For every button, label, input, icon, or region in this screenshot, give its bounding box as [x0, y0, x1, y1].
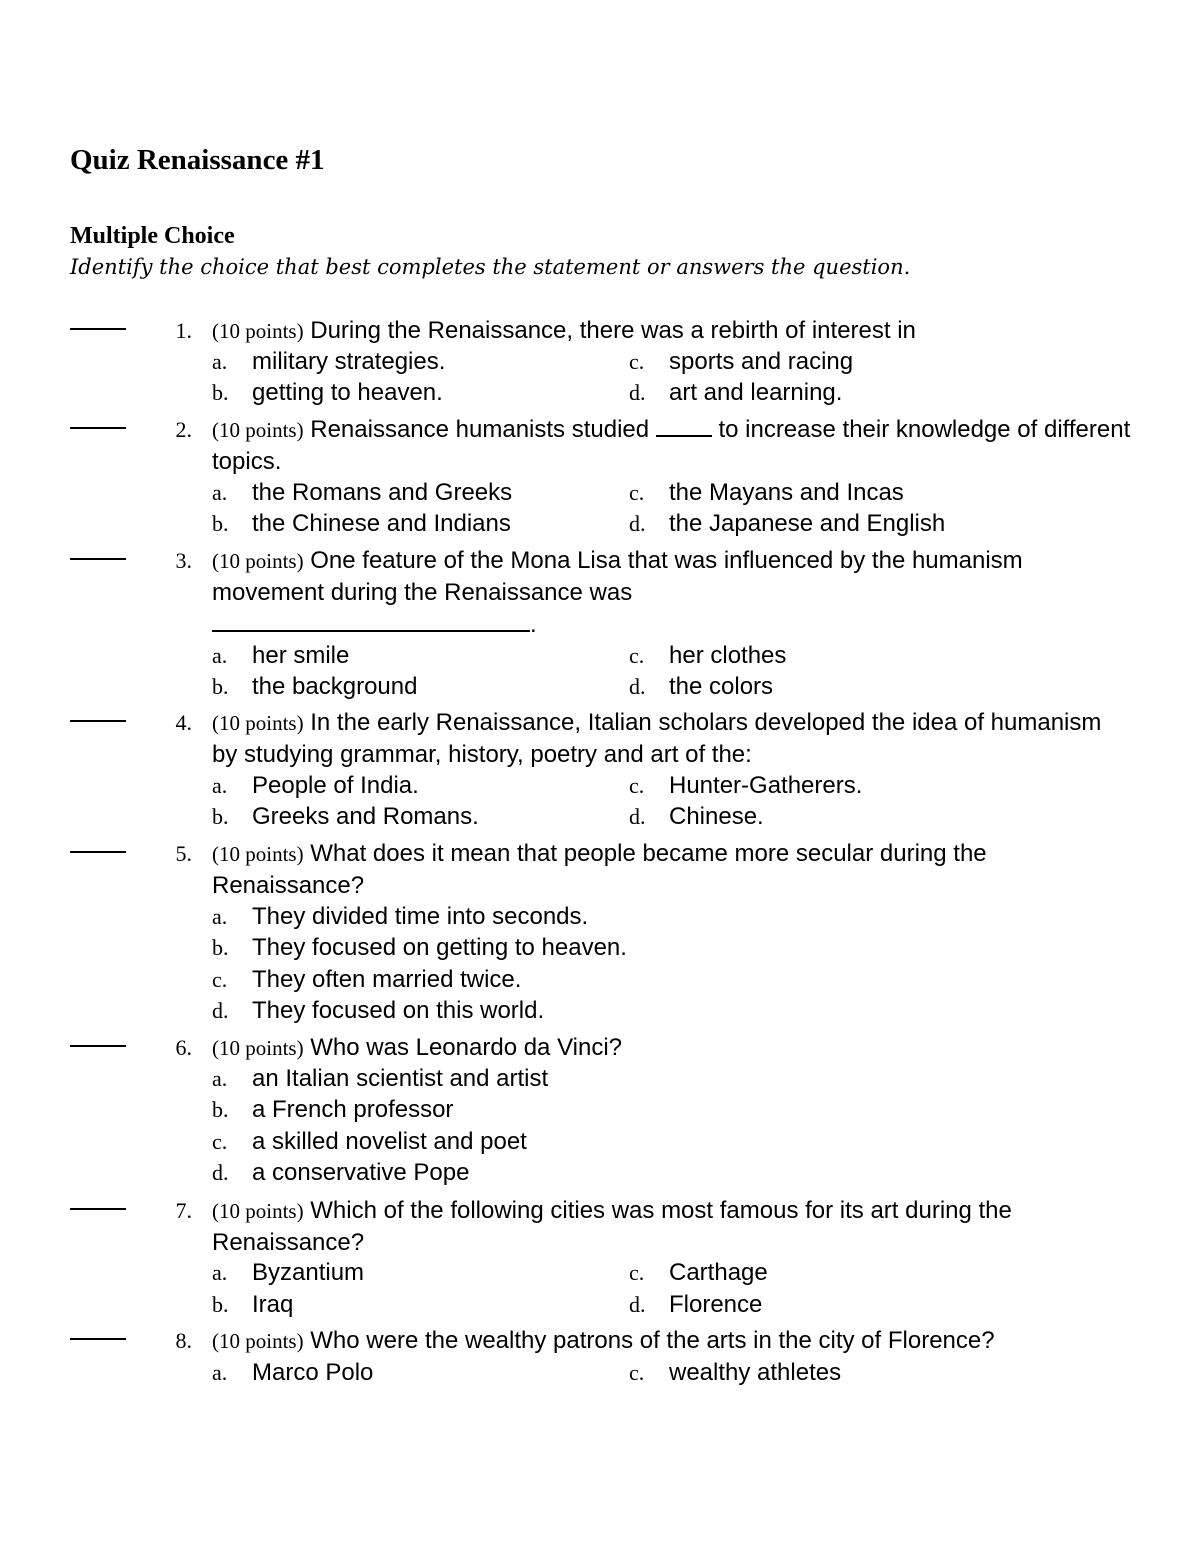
option-text: Carthage [669, 1259, 768, 1286]
option-letter: d. [629, 1292, 646, 1317]
option-text: Byzantium [252, 1259, 365, 1286]
option-text: They divided time into seconds. [252, 903, 589, 930]
option-text: People of India. [252, 772, 419, 799]
question-number: 7. [175, 1198, 192, 1223]
question-stem: Who was Leonardo da Vinci? [310, 1034, 623, 1061]
question-number: 5. [175, 841, 192, 866]
answer-blank[interactable] [70, 558, 126, 560]
question-stem-before: Renaissance humanists studied [310, 416, 650, 443]
inline-blank [656, 415, 712, 437]
question-text [212, 1325, 1172, 1357]
answer-blank[interactable] [70, 1338, 126, 1340]
option-text: a skilled novelist and poet [252, 1128, 527, 1155]
answer-blank[interactable] [70, 328, 126, 330]
question-text [212, 315, 1142, 347]
question-number: 8. [175, 1328, 192, 1353]
option-text: Chinese. [669, 803, 764, 830]
option-letter: d. [629, 380, 646, 405]
page-title: Quiz Renaissance #1 [70, 144, 325, 176]
question-text [212, 838, 1112, 902]
question-points: (10 points) [212, 319, 304, 343]
question-number: 4. [175, 710, 192, 735]
option-text: wealthy athletes [669, 1359, 842, 1386]
option-letter: a. [212, 349, 228, 374]
answer-blank[interactable] [70, 427, 126, 429]
option-text: They focused on this world. [252, 997, 545, 1024]
answer-blank[interactable] [70, 1045, 126, 1047]
question-number: 2. [175, 417, 192, 442]
section-heading: Multiple Choice [70, 223, 235, 249]
question-points: (10 points) [212, 1199, 304, 1223]
question-number: 1. [175, 318, 192, 343]
question-points: (10 points) [212, 1329, 304, 1353]
question-number: 6. [175, 1035, 192, 1060]
option-letter: a. [212, 1360, 228, 1385]
option-text: Iraq [252, 1291, 294, 1318]
question-stem: Which of the following cities was most famous for its art during the Renaissance? [212, 1197, 1012, 1257]
question-points: (10 points) [212, 418, 304, 442]
option-letter: a. [212, 1066, 228, 1091]
option-text: an Italian scientist and artist [252, 1065, 549, 1092]
option-letter: a. [212, 1260, 228, 1285]
option-text: Marco Polo [252, 1359, 374, 1386]
question-stem-end: . [530, 610, 537, 638]
option-text: a conservative Pope [252, 1159, 470, 1186]
option-letter: d. [629, 804, 646, 829]
option-text: a French professor [252, 1096, 454, 1123]
question-text [212, 707, 1112, 771]
option-text: her smile [252, 642, 350, 669]
option-letter: c. [629, 1360, 645, 1385]
option-text: the Mayans and Incas [669, 479, 904, 506]
option-letter: c. [629, 1260, 645, 1285]
option-letter: b. [212, 1097, 229, 1122]
option-letter: b. [212, 511, 229, 536]
option-letter: a. [212, 773, 228, 798]
question-stem: Who were the wealthy patrons of the arts in the city of Florence? [310, 1327, 995, 1354]
option-letter: c. [629, 643, 645, 668]
option-letter: b. [212, 380, 229, 405]
question-text [212, 1195, 1142, 1259]
question-text [212, 414, 1132, 478]
option-text: They often married twice. [252, 966, 522, 993]
question-stem: What does it mean that people became more secular during the Renaissance? [212, 840, 987, 900]
answer-blank[interactable] [70, 720, 126, 722]
option-letter: b. [212, 674, 229, 699]
question-text [212, 1032, 1142, 1064]
question-stem: In the early Renaissance, Italian scholars developed the idea of humanism by studying grammar, history, poetry and art of the: [212, 709, 1102, 769]
option-letter: c. [629, 349, 645, 374]
option-text: Florence [669, 1291, 763, 1318]
answer-blank[interactable] [70, 851, 126, 853]
option-text: Hunter-Gatherers. [669, 772, 863, 799]
question-stem-after: to increase their knowledge of different topics. [212, 416, 1131, 476]
option-text: the colors [669, 673, 774, 700]
option-text: art and learning. [669, 379, 843, 406]
question-points: (10 points) [212, 842, 304, 866]
question-stem: One feature of the Mona Lisa that was influenced by the humanism movement during the Renaissance was [212, 547, 1023, 607]
question-stem: During the Renaissance, there was a rebirth of interest in [310, 317, 916, 344]
option-letter: a. [212, 643, 228, 668]
option-letter: a. [212, 480, 228, 505]
option-letter: a. [212, 904, 228, 929]
option-letter: b. [212, 804, 229, 829]
option-text: Greeks and Romans. [252, 803, 479, 830]
answer-blank[interactable] [70, 1208, 126, 1210]
option-letter: b. [212, 1292, 229, 1317]
option-letter: d. [212, 998, 229, 1023]
option-text: They focused on getting to heaven. [252, 934, 627, 961]
option-letter: c. [629, 480, 645, 505]
option-text: the Chinese and Indians [252, 510, 511, 537]
option-text: military strategies. [252, 348, 446, 375]
option-letter: c. [629, 773, 645, 798]
question-points: (10 points) [212, 549, 304, 573]
option-text: the background [252, 673, 418, 700]
option-letter: c. [212, 1129, 228, 1154]
option-text: her clothes [669, 642, 787, 669]
option-text: the Japanese and English [669, 510, 946, 537]
option-letter: d. [629, 511, 646, 536]
option-text: getting to heaven. [252, 379, 443, 406]
option-letter: c. [212, 967, 228, 992]
option-letter: d. [212, 1160, 229, 1185]
section-instructions: Identify the choice that best completes the statement or answers the question. [70, 255, 911, 279]
question-points: (10 points) [212, 1036, 304, 1060]
question-number: 3. [175, 548, 192, 573]
option-letter: d. [629, 674, 646, 699]
question-text [212, 545, 1042, 640]
option-text: sports and racing [669, 348, 854, 375]
question-points: (10 points) [212, 711, 304, 735]
fill-in-line [212, 610, 530, 632]
option-text: the Romans and Greeks [252, 479, 513, 506]
option-letter: b. [212, 935, 229, 960]
